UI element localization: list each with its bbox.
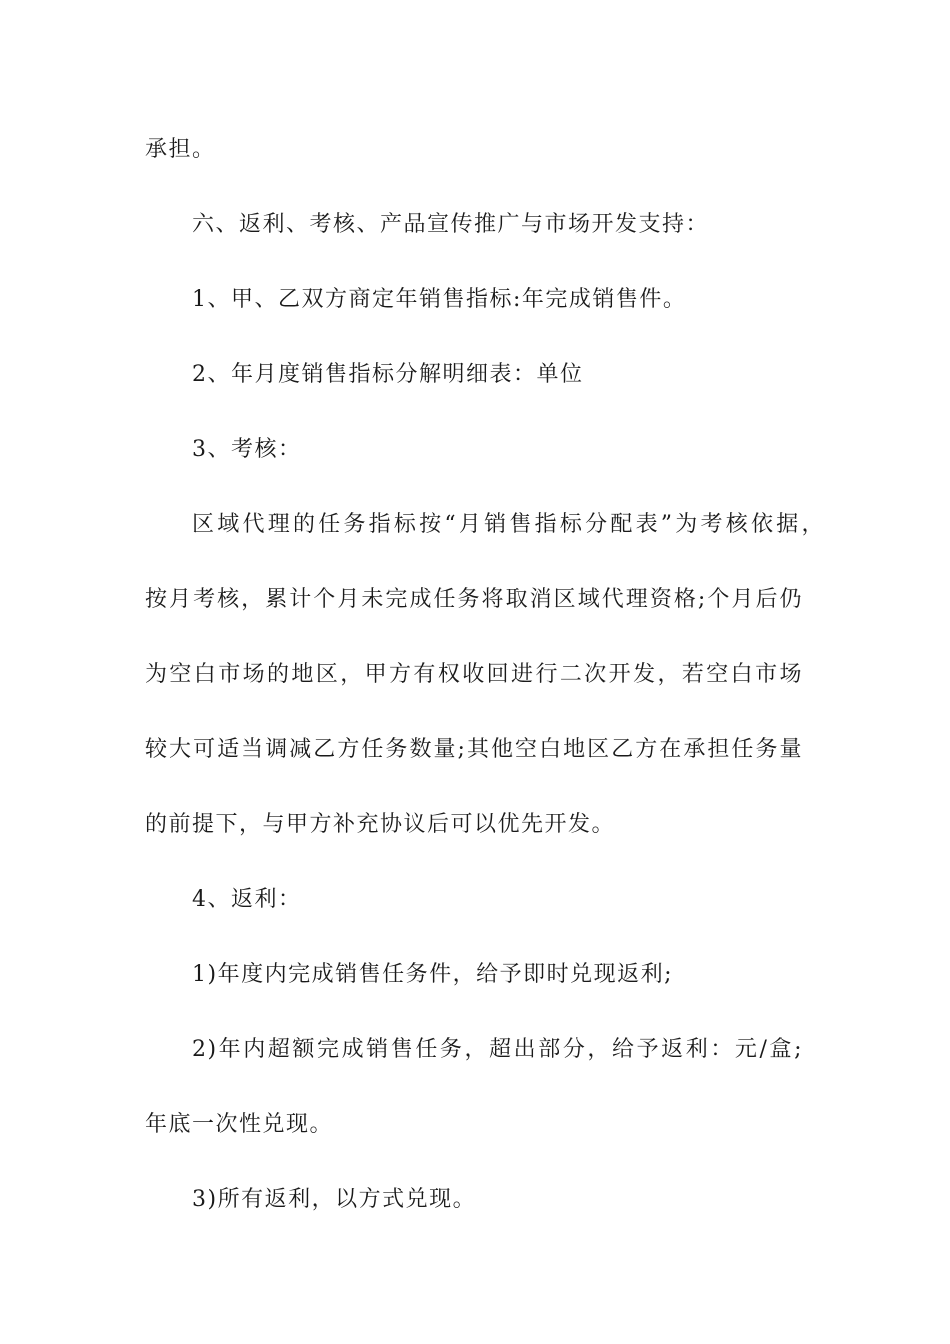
assessment-paragraph-line-5: 的前提下，与甲方补充协议后可以优先开发。 [145, 812, 616, 837]
assessment-paragraph-line-4: 较大可适当调减乙方任务数量;其他空白地区乙方在承担任务量 [145, 737, 803, 762]
clause-3-assessment: 3、考核： [192, 437, 302, 462]
assessment-paragraph-line-1: 区域代理的任务指标按“月销售指标分配表”为考核依据， [192, 512, 825, 537]
rebate-item-2: 2)年内超额完成销售任务，超出部分，给予返利：元/盒; [192, 1037, 803, 1062]
rebate-item-3: 3)所有返利，以方式兑现。 [192, 1187, 477, 1212]
assessment-paragraph-line-2: 按月考核，累计个月未完成任务将取消区域代理资格;个月后仍 [145, 587, 803, 612]
rebate-item-2-continuation: 年底一次性兑现。 [145, 1112, 334, 1137]
section-heading-six: 六、返利、考核、产品宣传推广与市场开发支持： [192, 212, 710, 237]
clause-4-rebate: 4、返利： [192, 887, 302, 912]
rebate-item-1: 1)年度内完成销售任务件，给予即时兑现返利; [192, 962, 673, 987]
text-line-continuation: 承担。 [145, 137, 216, 162]
assessment-paragraph-line-3: 为空白市场的地区，甲方有权收回进行二次开发，若空白市场 [145, 662, 803, 687]
clause-1-sales-target: 1、甲、乙双方商定年销售指标:年完成销售件。 [192, 287, 687, 312]
clause-2-monthly-breakdown: 2、年月度销售指标分解明细表：单位 [192, 362, 584, 387]
